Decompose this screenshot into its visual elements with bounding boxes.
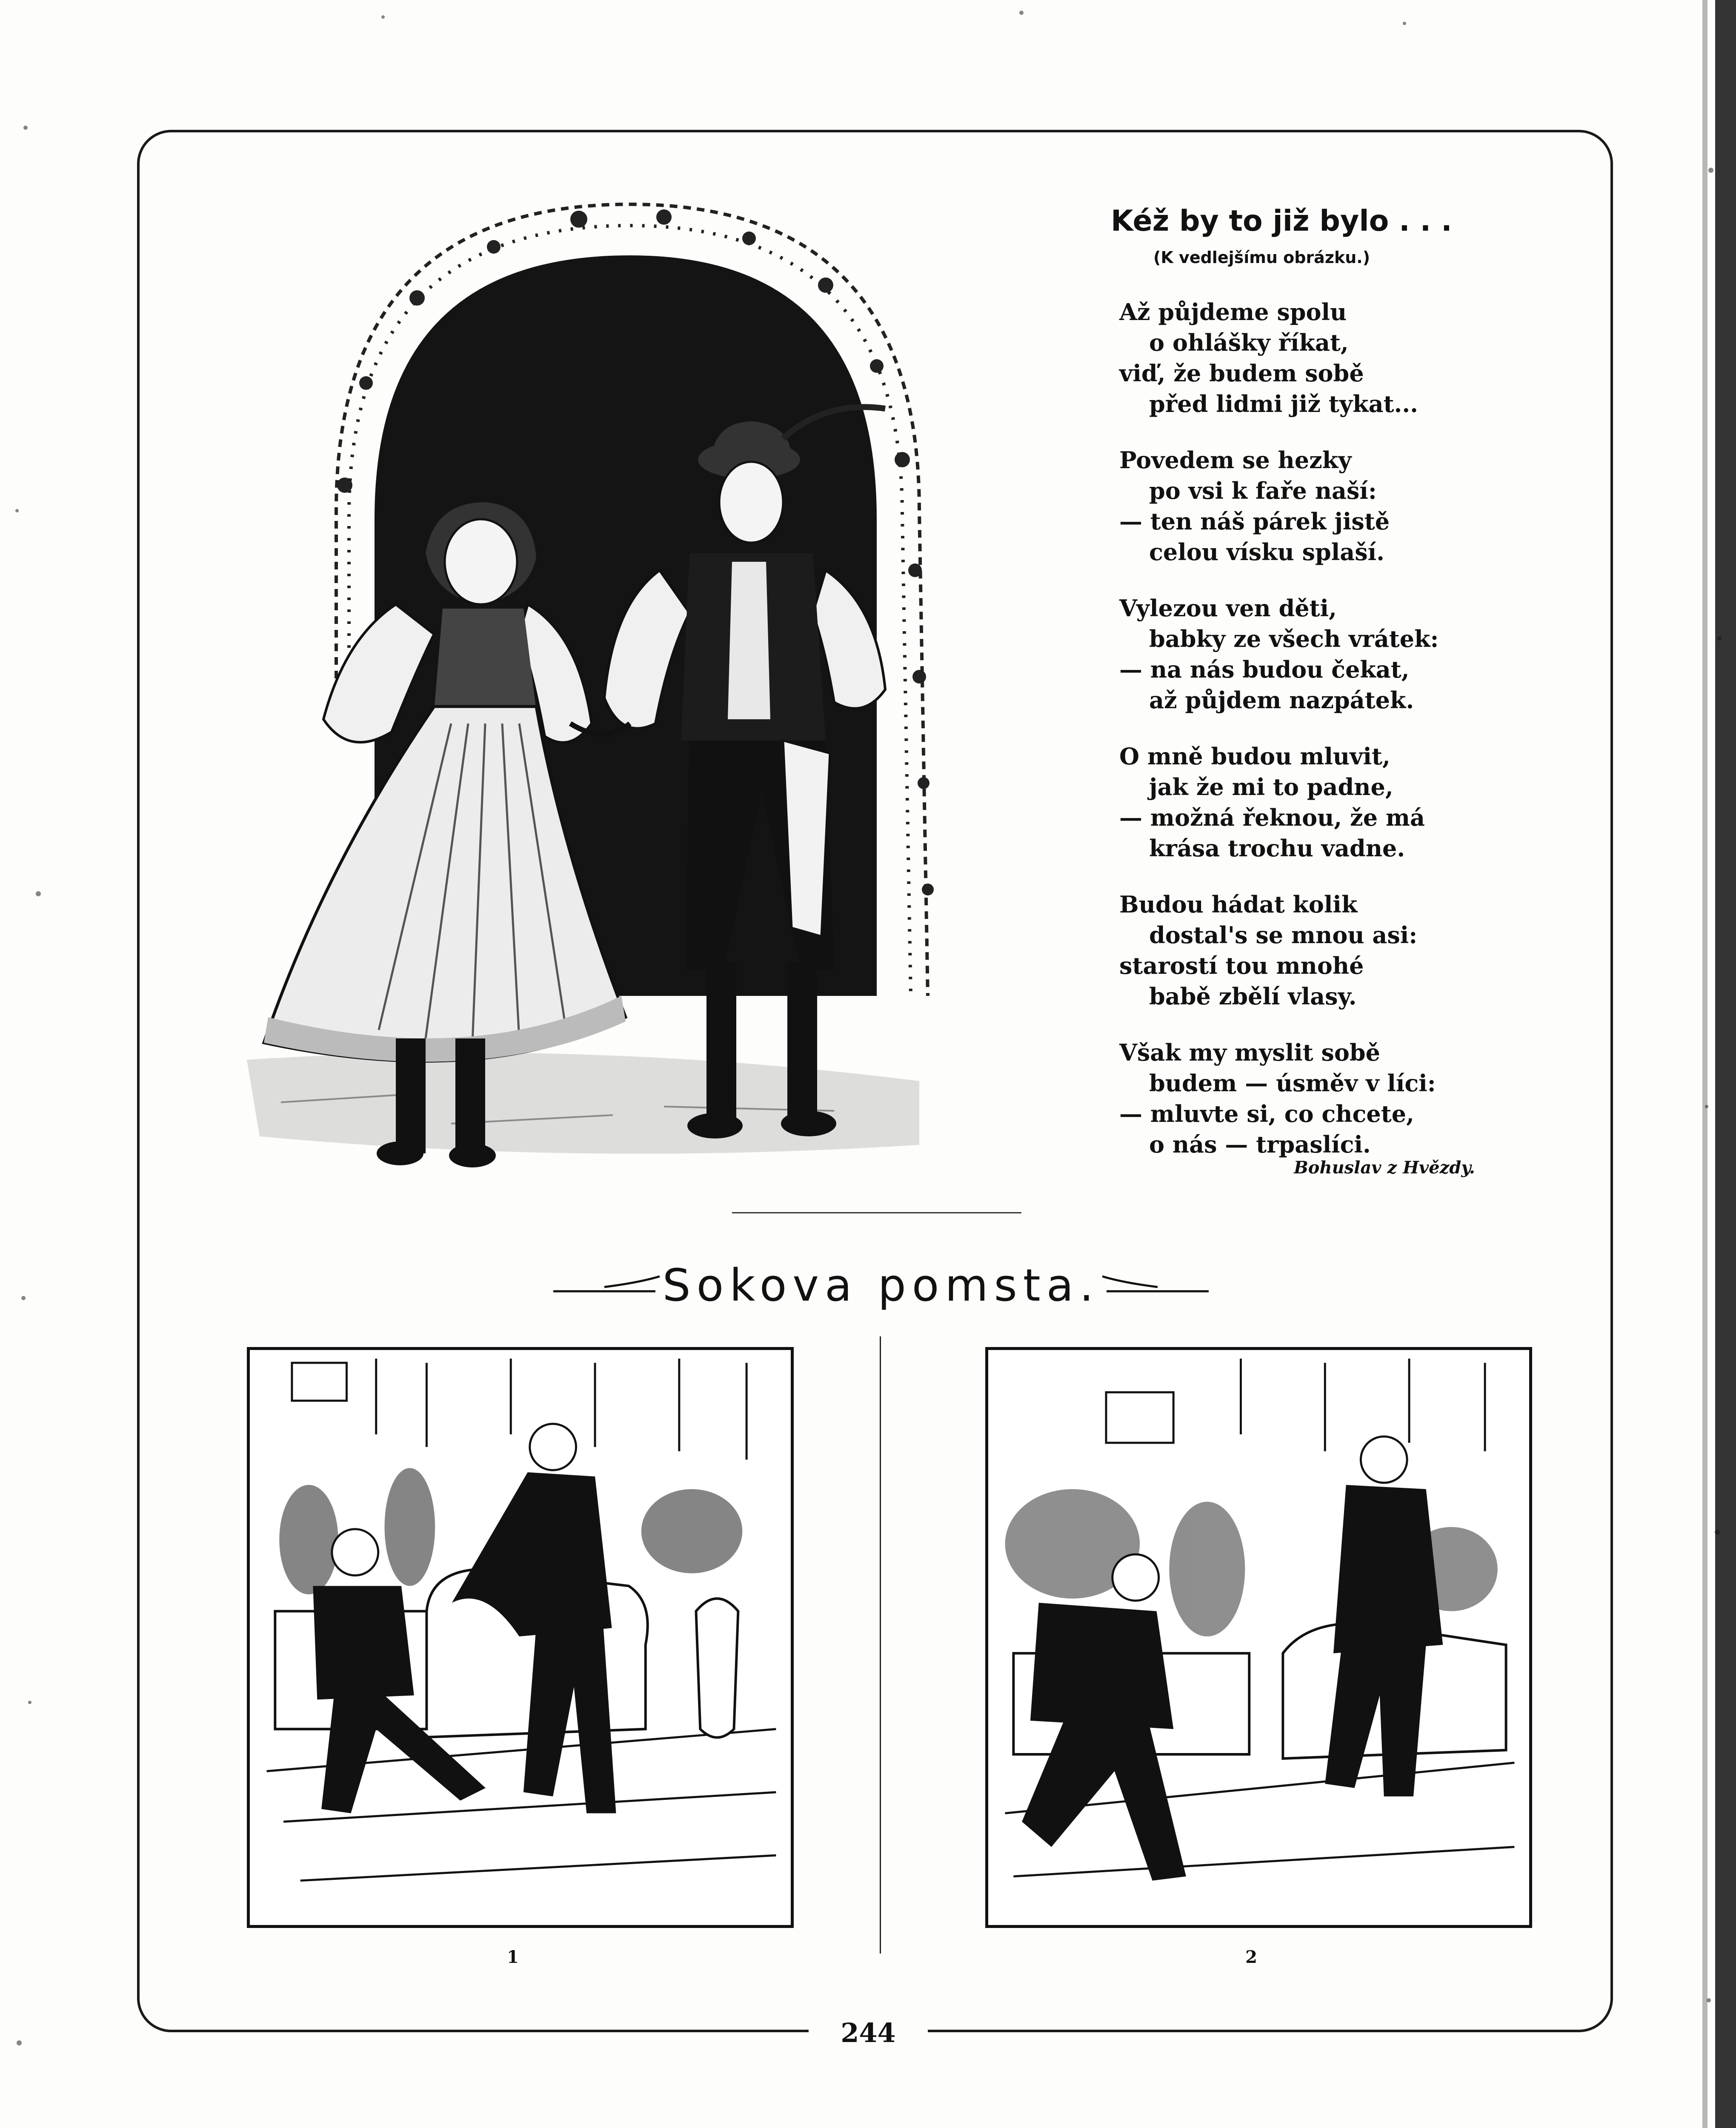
poem-stanza-3	[1119, 593, 1460, 715]
poem-line: babky ze všech vrátek:	[1149, 625, 1439, 652]
poem-line: — mluvte si, co chcete,	[1119, 1100, 1414, 1127]
panel-1-drawing	[250, 1350, 791, 1925]
poem-line: — na nás budou čekat,	[1119, 656, 1410, 683]
panel-2-label: 2	[1245, 1947, 1257, 1967]
cartoon-title-text: Sokova pomsta.	[662, 1259, 1100, 1311]
poem-line: dostal's se mnou asi:	[1149, 921, 1418, 949]
poem-line: Však my myslit sobě	[1119, 1039, 1381, 1066]
poem-author: Bohuslav z Hvězdy.	[1294, 1158, 1475, 1178]
poem-stanza-2	[1119, 445, 1460, 567]
cartoon-panel-1	[247, 1347, 794, 1928]
flourish-left-icon	[553, 1274, 664, 1296]
poem-line: Až půjdeme spolu	[1119, 298, 1347, 326]
poem-line: babě zbělí vlasy.	[1149, 983, 1357, 1010]
poem-line: jak že mi to padne,	[1149, 773, 1393, 801]
poem-line: starostí tou mnohé	[1119, 952, 1364, 979]
poem-line: po vsi k faře naší:	[1149, 477, 1377, 504]
poem-line: až půjdem nazpátek.	[1149, 686, 1414, 714]
poem-line: — ten náš párek jistě	[1119, 508, 1390, 535]
poem-subtitle: (K vedlejšímu obrázku.)	[1153, 248, 1370, 267]
poem-stanza-1	[1119, 297, 1460, 419]
panel-1-label: 1	[507, 1947, 519, 1967]
poem-line: budem — úsměv v líci:	[1149, 1070, 1436, 1097]
poem-line: — možná řeknou, že má	[1119, 804, 1425, 831]
panel-separator	[880, 1336, 881, 1954]
poem-line: Budou hádat kolik	[1119, 891, 1358, 918]
crouching-man	[1022, 1554, 1186, 1881]
page-number-box	[809, 2010, 928, 2056]
poem-stanza-5	[1119, 889, 1460, 1012]
poem-line: o nás — trpaslíci.	[1149, 1131, 1371, 1158]
poem-line: před lidmi již tykat...	[1149, 390, 1418, 418]
poem-line: krása trochu vadne.	[1149, 835, 1405, 862]
couple-illustration	[196, 187, 983, 1179]
poem-line: celou vísku splaší.	[1149, 538, 1384, 566]
cartoon-title	[549, 1256, 1213, 1315]
poem-title: Kéž by to již bylo . . .	[1111, 204, 1452, 238]
cartoon-panel-2	[985, 1347, 1532, 1928]
poem-line: Povedem se hezky	[1119, 446, 1352, 474]
poem-line: Vylezou ven děti,	[1119, 595, 1337, 622]
panel-2-drawing	[988, 1350, 1529, 1925]
flourish-right-icon	[1098, 1274, 1209, 1296]
section-divider	[732, 1212, 1021, 1213]
poem-stanza-6	[1119, 1037, 1460, 1160]
poem-line: o ohlášky říkat,	[1149, 329, 1349, 356]
poem-line: O mně budou mluvit,	[1119, 743, 1390, 770]
poem	[1102, 204, 1475, 1185]
poem-stanza-4	[1119, 741, 1460, 864]
poem-line: viď, že budem sobě	[1119, 360, 1364, 387]
page-number: 244	[841, 2017, 896, 2048]
